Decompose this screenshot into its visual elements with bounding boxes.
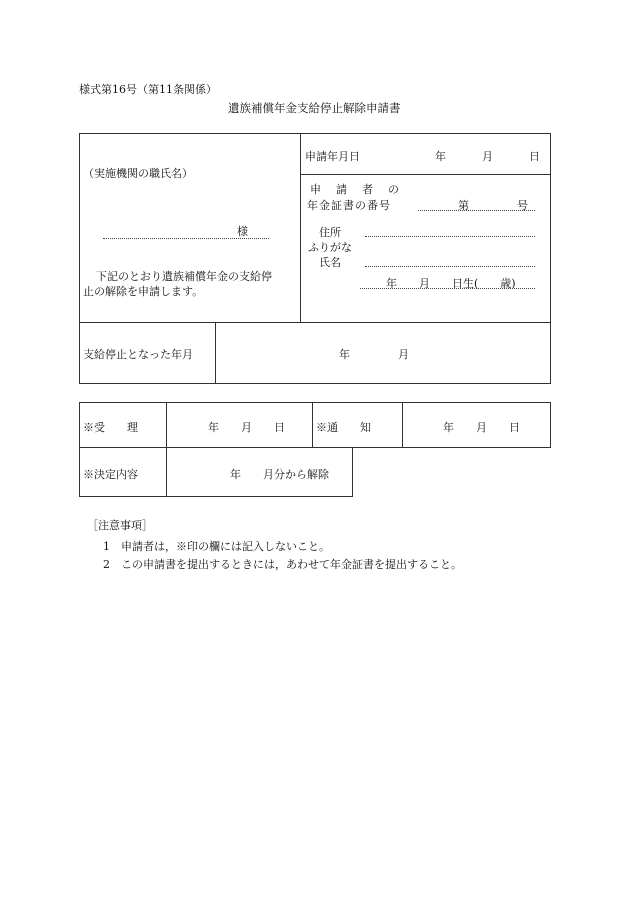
address-label: 住所: [319, 226, 341, 239]
birth-date: 年 月 日生( 歳): [386, 277, 516, 290]
office-col-divider2: [312, 402, 313, 448]
row-divider-right: [300, 174, 551, 175]
form-number: 様式第16号（第11条関係）: [79, 83, 217, 96]
stop-column-divider: [215, 322, 216, 384]
applicant-label-line1: 申 請 者 の: [310, 183, 401, 196]
stop-year-unit: 年: [339, 348, 350, 361]
notes-heading: ［注意事項］: [87, 519, 153, 532]
column-divider: [300, 133, 301, 322]
notice-label: ※通 知: [316, 421, 371, 434]
agency-label: （実施機関の職氏名）: [83, 167, 193, 180]
stop-date-label: 支給停止となった年月: [83, 348, 193, 361]
notice-date: 年 月 日: [443, 421, 520, 434]
application-date-label: 申請年月日: [305, 150, 360, 163]
page-title: 遺族補償年金支給停止解除申請書: [228, 101, 401, 115]
note-item-2: 2 この申請書を提出するときには，あわせて年金証書を提出すること。: [103, 558, 462, 571]
office-col-divider3: [402, 402, 403, 448]
sama-label: 様: [237, 225, 248, 238]
decision-label: ※決定内容: [83, 468, 138, 481]
name-field[interactable]: [365, 266, 535, 267]
decision-value: 年 月分から解除: [230, 468, 329, 481]
note-item-1: 1 申請者は，※印の欄には記入しないこと。: [103, 540, 330, 553]
application-month-unit: 月: [482, 150, 493, 163]
furigana-label: ふりがな: [308, 241, 352, 254]
applicant-label-line2: 年金証書の番号: [307, 199, 391, 212]
statement-line2: 止の解除を申請します。: [83, 285, 204, 298]
row-divider: [79, 322, 551, 323]
address-field[interactable]: [365, 236, 535, 237]
application-year-unit: 年: [435, 150, 446, 163]
statement-line1: 下記のとおり遺族補償年金の支給停: [96, 270, 272, 283]
certificate-gou: 号: [517, 199, 528, 212]
certificate-number-field[interactable]: [418, 210, 535, 211]
application-day-unit: 日: [529, 150, 540, 163]
receipt-date: 年 月 日: [208, 421, 285, 434]
certificate-dai: 第: [458, 199, 469, 212]
birth-date-field[interactable]: [360, 288, 535, 289]
stop-month-unit: 月: [398, 348, 409, 361]
receipt-label: ※受 理: [83, 421, 138, 434]
name-label: 氏名: [319, 256, 341, 269]
